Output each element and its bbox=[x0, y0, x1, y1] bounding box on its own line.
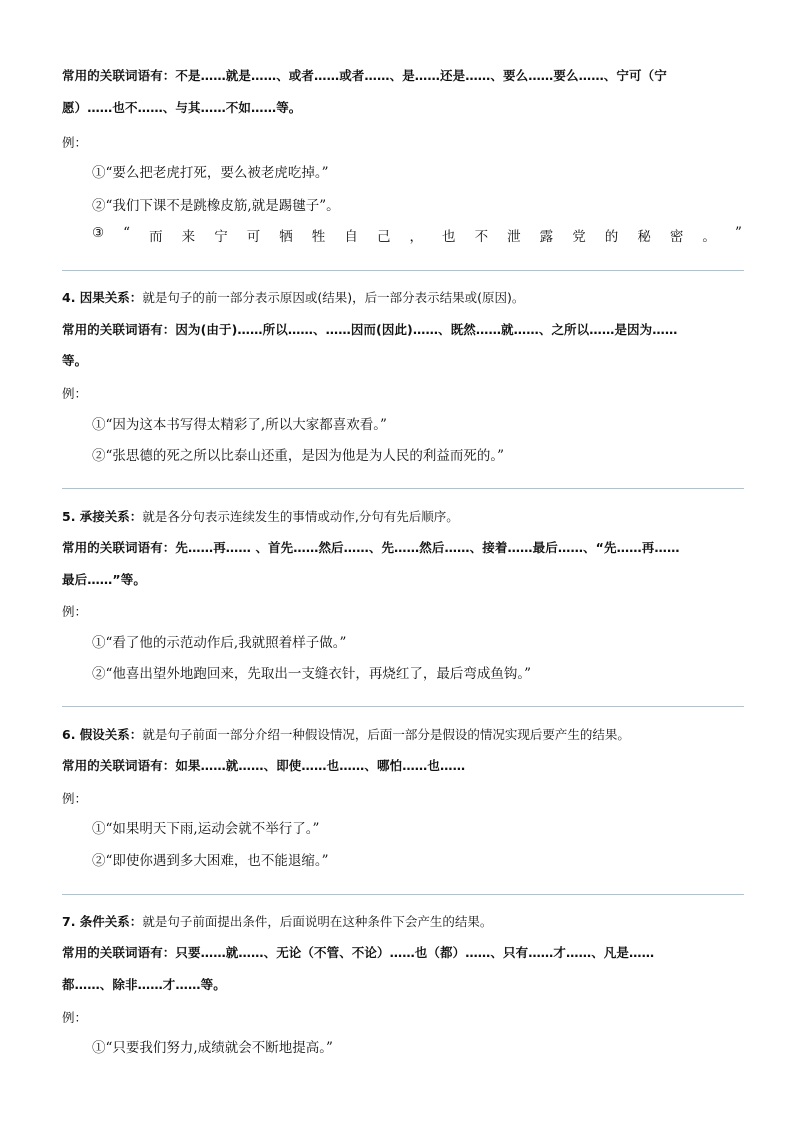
char: ” bbox=[734, 225, 742, 241]
char: 不 bbox=[474, 229, 489, 245]
rule-line: 常用的关联词语有：先……再…… 、首先……然后……、先……然后……、接着……最后……、“先……再…… bbox=[62, 540, 680, 555]
example-label: 例： bbox=[62, 791, 88, 806]
char: 秘 bbox=[637, 229, 651, 245]
char: ， bbox=[409, 229, 423, 245]
rule-line: 常用的关联词语有：如果……就……、即使……也……、哪怕……也…… bbox=[62, 758, 466, 773]
section-heading-title: 7. 条件关系： bbox=[62, 914, 143, 929]
section-heading-text: 就是各分句表示连续发生的事情或动作,分句有先后顺序。 bbox=[142, 509, 459, 524]
char: 露 bbox=[539, 229, 554, 245]
section-heading-title: 6. 假设关系： bbox=[62, 727, 143, 742]
rule-line: 都……、除非……才……等。 bbox=[62, 977, 226, 992]
char: ③ bbox=[92, 225, 105, 241]
section-heading bbox=[62, 288, 744, 306]
section-heading bbox=[62, 507, 744, 525]
example-sentence: ①“因为这本书写得太精彩了,所以大家都喜欢看。” bbox=[92, 417, 387, 433]
char: 密 bbox=[669, 229, 684, 245]
section-divider bbox=[62, 488, 744, 489]
rule-line: 常用的关联词语有：只要……就……、无论（不管、不论）……也（都）……、只有……才……、凡是…… bbox=[62, 945, 655, 960]
example-label: 例： bbox=[62, 604, 88, 619]
char: 。 bbox=[702, 229, 716, 245]
char: 自 bbox=[344, 229, 358, 245]
rule-line: 常用的关联词语有：因为(由于)……所以……、……因而(因此)……、既然……就……、之所以……是因为…… bbox=[62, 322, 678, 337]
example-sentence: ②“他喜出望外地跑回来，先取出一支缝衣针，再烧红了，最后弯成鱼钩。” bbox=[92, 666, 532, 682]
example-sentence: ①“要么把老虎打死，要么被老虎吃掉。” bbox=[92, 165, 329, 181]
char: 而 bbox=[149, 229, 163, 245]
rule-line: 常用的关联词语有：不是……就是……、或者……或者……、是……还是……、要么……要么……、宁可（宁 bbox=[62, 68, 667, 83]
char: 宁 bbox=[214, 229, 228, 245]
example-label: 例： bbox=[62, 135, 88, 150]
example-sentence: ②“张思德的死之所以比泰山还重，是因为他是为人民的利益而死的。” bbox=[92, 448, 505, 464]
example-sentence: ①“看了他的示范动作后,我就照着样子做。” bbox=[92, 635, 347, 651]
section-divider bbox=[62, 706, 744, 707]
rule-line: 愿）……也不……、与其……不如……等。 bbox=[62, 100, 302, 115]
example-sentence-spread bbox=[92, 225, 742, 245]
example-sentence: ①“只要我们努力,成绩就会不断地提高。” bbox=[92, 1040, 333, 1056]
example-label: 例： bbox=[62, 386, 88, 401]
section-heading-title: 5. 承接关系： bbox=[62, 509, 143, 524]
char: 党 bbox=[572, 229, 586, 245]
section-divider bbox=[62, 894, 744, 895]
example-sentence: ①“如果明天下雨,运动会就不举行了。” bbox=[92, 821, 320, 837]
example-label: 例： bbox=[62, 1010, 88, 1025]
section-heading-text: 就是句子前面一部分介绍一种假设情况，后面一部分是假设的情况实现后要产生的结果。 bbox=[142, 727, 630, 742]
rule-line: 等。 bbox=[62, 353, 88, 368]
section-heading-text: 就是句子的前一部分表示原因或(结果)，后一部分表示结果或(原因)。 bbox=[142, 290, 525, 305]
char: 己 bbox=[376, 229, 391, 245]
char: 的 bbox=[604, 229, 619, 245]
char: “ bbox=[123, 225, 131, 241]
section-heading bbox=[62, 912, 744, 930]
char: 可 bbox=[246, 229, 261, 245]
example-sentence: ②“即使你遇到多大困难，也不能退缩。” bbox=[92, 853, 329, 869]
char: 也 bbox=[442, 229, 456, 245]
char: 牺 bbox=[279, 229, 293, 245]
rule-line: 最后……”等。 bbox=[62, 572, 146, 587]
char: 泄 bbox=[507, 229, 521, 245]
char: 牲 bbox=[311, 229, 326, 245]
section-heading bbox=[62, 725, 744, 743]
char: 来 bbox=[181, 229, 196, 245]
section-heading-text: 就是句子前面提出条件，后面说明在这种条件下会产生的结果。 bbox=[142, 914, 493, 929]
section-divider bbox=[62, 270, 744, 271]
section-heading-title: 4. 因果关系： bbox=[62, 290, 143, 305]
example-sentence: ②“我们下课不是跳橡皮筋,就是踢毽子”。 bbox=[92, 198, 340, 214]
